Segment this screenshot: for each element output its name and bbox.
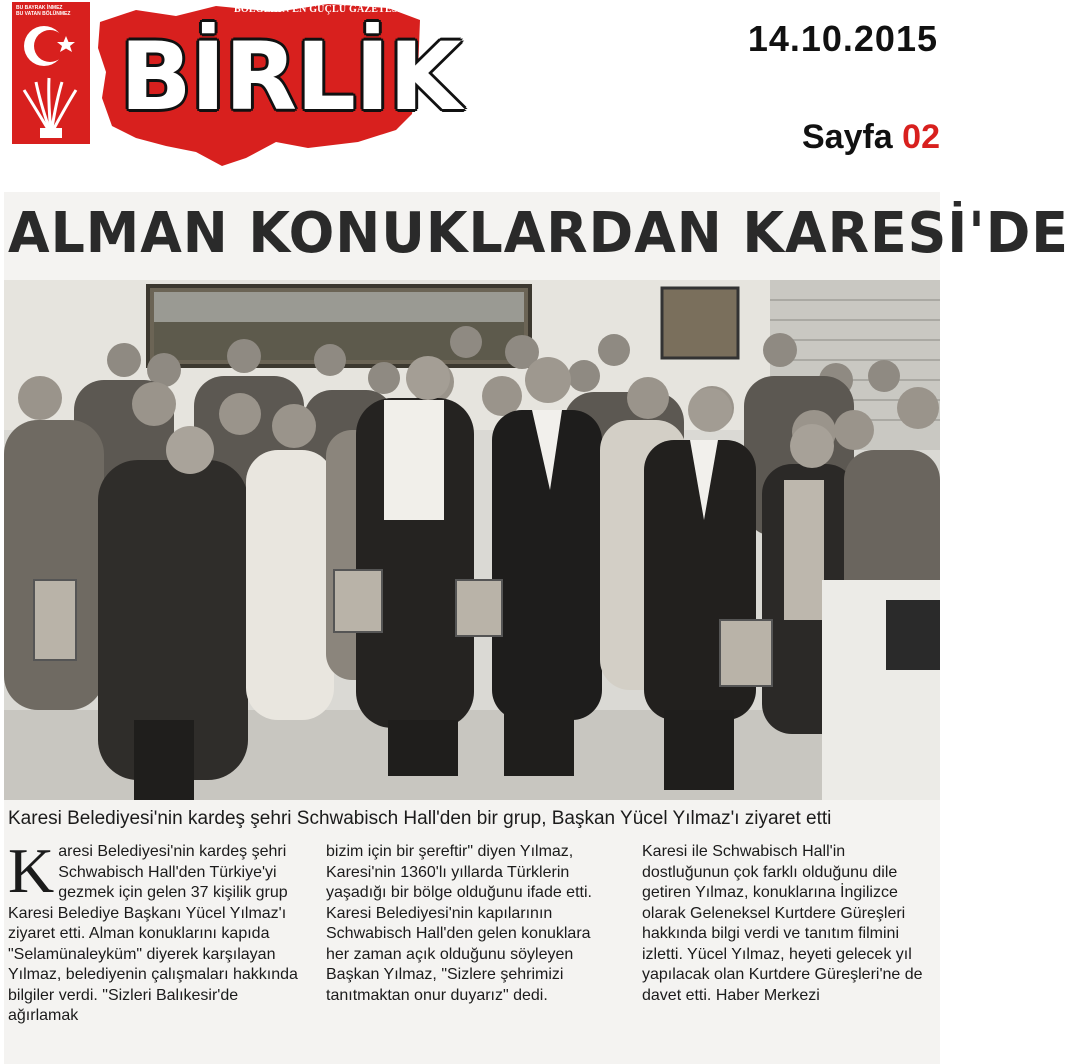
group-photo-image (4, 280, 940, 800)
group-photo (4, 280, 940, 800)
news-clipping (4, 192, 1069, 1064)
drop-cap: K (8, 835, 55, 906)
flag-emblem (12, 2, 90, 144)
motto-line-2: BU VATAN BÖLÜNMEZ (16, 11, 71, 17)
column-3-text: Karesi ile Schwabisch Hall'in dostluğunun çok farklı olduğunu dile getiren Yılmaz, konuklarına İngilizce olarak Geleneksel Kurtdere Güreşleri hakkında bilgi verdi ve tanıtım filmini izletti. Yücel Yılmaz, heyeti gelecek yıl yapılacak olan Kurtdere Güreşleri'ne de davet etti. Haber Merkezi (642, 843, 923, 1004)
article-column-1 (8, 835, 298, 1027)
column-1-text: aresi Belediyesi'nin kardeş şehri Schwabisch Hall'den Türkiye'yi gezmek için gelen 37 kişilik grup Karesi Belediye Başkanı Yücel Yılmaz'ı ziyaret etti. Alman konuklarını kapıda "Selamünaleyküm" diyerek karşılayan Yılmaz, belediyenin çalışmaları hakkında bilgiler verdi. "Sizleri Balıkesir'de ağırlamak (8, 843, 298, 1024)
photo-caption: Karesi Belediyesi'nin kardeş şehri Schwabisch Hall'den bir grup, Başkan Yücel Yılmaz'ı ziyaret etti (8, 808, 832, 829)
issue-date: 14.10.2015 (747, 18, 938, 59)
page-number: 02 (902, 118, 940, 156)
article-column-2 (326, 842, 616, 1006)
page-label: Sayfa (801, 118, 893, 156)
article-column-3 (642, 842, 932, 1006)
column-2-text: bizim için bir şereftir" diyen Yılmaz, Karesi'nin 1360'lı yıllarda Türklerin yaşadığı bir bölge olduğunu ifade etti. Karesi Belediyesi'nin kapılarının Schwabisch Hall'den gelen konuklara her zaman açık olduğunu söyleyen Başkan Yılmaz, "Sizlere şehrimizi tanıtmaktan onur duyarız" dedi. (326, 843, 592, 1004)
article-headline: ALMAN KONUKLARDAN KARESİ'DE (8, 201, 1069, 266)
tagline: BÖLGENİN EN GÜÇLÜ GAZETESİ (234, 4, 402, 15)
masthead (12, 2, 461, 170)
crescent-star-icon (14, 16, 88, 142)
motto-line-1: BU BAYRAK İNMEZ (16, 5, 63, 11)
newspaper-logo: BİRLİK (120, 23, 461, 132)
page-indicator (802, 118, 940, 157)
